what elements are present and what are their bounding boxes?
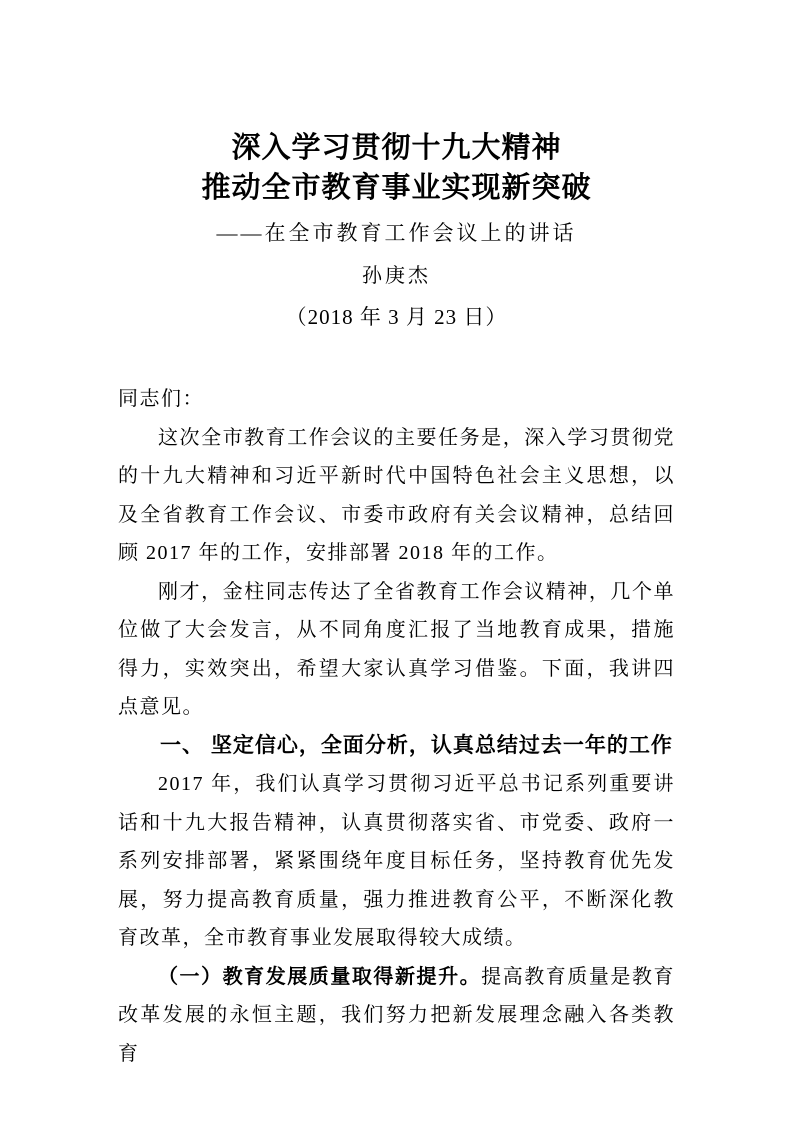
document-subtitle: ——在全市教育工作会议上的讲话 <box>216 221 577 245</box>
document-date: （2018 年 3 月 23 日） <box>285 305 508 329</box>
document-body <box>118 380 675 1073</box>
document-title <box>118 128 675 208</box>
paragraph-3: 2017 年，我们认真学习贯彻习近平总书记系列重要讲话和十九大报告精神，认真贯彻落实省、市党委、政府一系列安排部署，紧紧围绕年度目标任务，坚持教育优先发展，努力提高教育质量，强力推进教育公平，不断深化教育改革，全市教育事业发展取得较大成绩。 <box>118 773 675 949</box>
author-name: 孙庚杰 <box>362 265 431 287</box>
paragraph-2: 刚才，金柱同志传达了全省教育工作会议精神，几个单位做了大会发言，从不同角度汇报了当地教育成果，措施得力，实效突出，希望大家认真学习借鉴。下面，我讲四点意见。 <box>118 580 675 718</box>
salutation: 同志们： <box>118 388 204 410</box>
subsection-1-lead: （一）教育发展质量取得新提升。 <box>158 965 482 988</box>
paragraph-4 <box>118 958 675 1074</box>
paragraph-1: 这次全市教育工作会议的主要任务是，深入学习贯彻党的十九大精神和习近平新时代中国特色社会主义思想，以及全省教育工作会议、市委市政府有关会议精神，总结回顾 2017 年的工作，安排部署 2018 年的工作。 <box>118 426 675 564</box>
section-heading-1: 一、 坚定信心，全面分析，认真总结过去一年的工作 <box>160 733 673 757</box>
subsection-1-text: 提高教育质量是教育改革发展的永恒主题，我们努力把新发展理念融入各类教育 <box>118 965 676 1065</box>
title-line-2: 推动全市教育事业实现新突破 <box>201 172 592 204</box>
title-line-1: 深入学习贯彻十九大精神 <box>231 132 562 164</box>
